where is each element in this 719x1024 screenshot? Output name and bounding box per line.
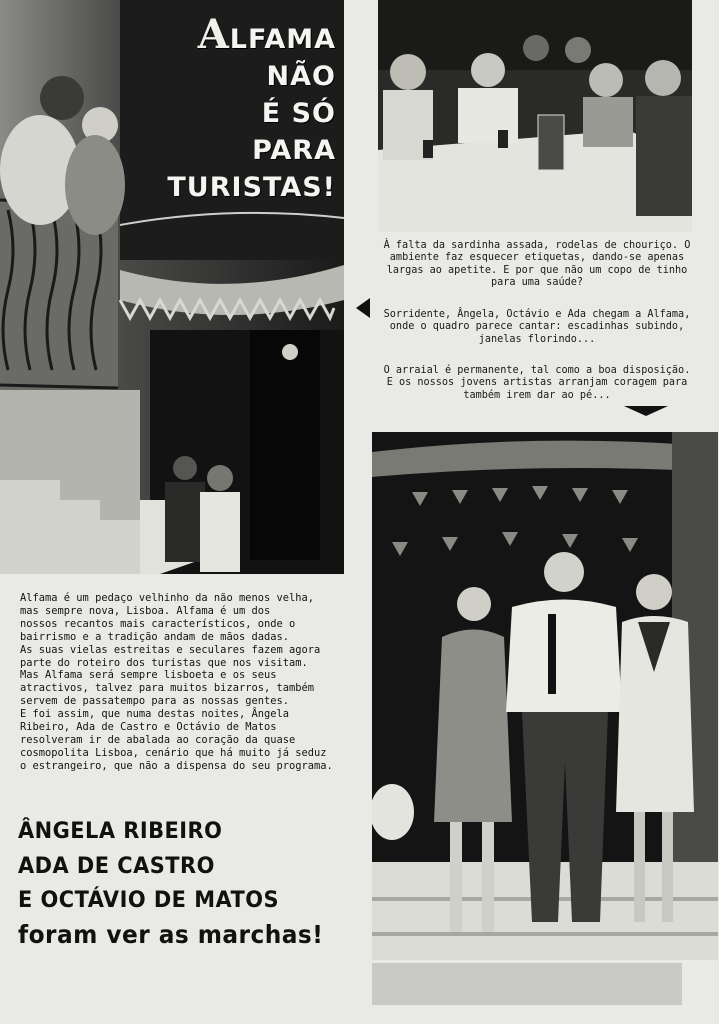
headline: [126, 11, 336, 206]
body-line: resolveram ir de abalada ao coração da quase: [20, 733, 296, 746]
body-line: As suas vielas estreitas e seculares fazem agora: [20, 643, 321, 656]
body-line: atractivos, talvez para muitos bizarros, também: [20, 682, 315, 695]
body-line: bairrismo e a tradição andam de mãos dadas.: [20, 630, 289, 643]
left-arrow-icon: [356, 298, 370, 318]
artist-names-heading: [18, 814, 334, 952]
names-line-4: foram ver as marchas!: [18, 919, 324, 949]
headline-line-1: ALFAMA: [197, 11, 336, 58]
bottom-strip: [372, 963, 682, 1005]
body-line: Alfama é um pedaço velhinho da não menos velha,: [20, 592, 315, 604]
down-arrow-icon: [624, 406, 668, 416]
dinner-caption: À falta da sardinha assada, rodelas de chouriço. O ambiente faz esquecer etiquetas, dando-se apenas largas ao apetite. E por que não um copo de tinho para uma saúde?: [383, 240, 691, 289]
names-line-3: E OCTÁVIO DE MATOS: [18, 887, 280, 913]
headline-line-2: NÃO: [266, 61, 336, 92]
arraial-caption: O arraial é permanente, tal como a boa disposição. E os nossos jovens artistas arranjam coragem para também irem dar ao pé...: [383, 365, 691, 401]
body-line: cosmopolita Lisboa, cenário que há muito já seduz: [20, 746, 327, 759]
body-line: servem de passatempo para as nossas gentes.: [20, 695, 289, 708]
body-line: parte do roteiro dos turistas que nos visitam.: [20, 656, 308, 669]
headline-line-4: PARA: [252, 135, 336, 166]
names-line-2: ADA DE CASTRO: [18, 852, 215, 879]
headline-line-5: TURISTAS!: [167, 172, 336, 203]
body-line: nossos recantos mais característicos, onde o: [20, 617, 296, 630]
body-line: Mas Alfama será sempre lisboeta e os seus: [20, 669, 277, 682]
body-line: o estrangeiro, que não a dispensa do seu programa.: [20, 759, 333, 772]
headline-line-3: É SÓ: [261, 98, 336, 129]
body-line: Ribeiro, Ada de Castro e Octávio de Matos: [20, 721, 277, 734]
body-line: E foi assim, que numa destas noites, Ângela: [20, 708, 289, 721]
body-line: mas sempre nova, Lisboa. Alfama é um dos: [20, 604, 271, 617]
dinner-table-photo: [378, 0, 692, 232]
names-line-1: ÂNGELA RIBEIRO: [18, 818, 223, 844]
headline-initial: A: [197, 11, 230, 58]
article-body: [20, 592, 340, 773]
arrival-caption: Sorridente, Ângela, Octávio e Ada chegam a Alfama, onde o quadro parece cantar: escadinhas subindo, janelas florindo...: [383, 309, 691, 345]
stairs-trio-photo: [372, 432, 718, 960]
